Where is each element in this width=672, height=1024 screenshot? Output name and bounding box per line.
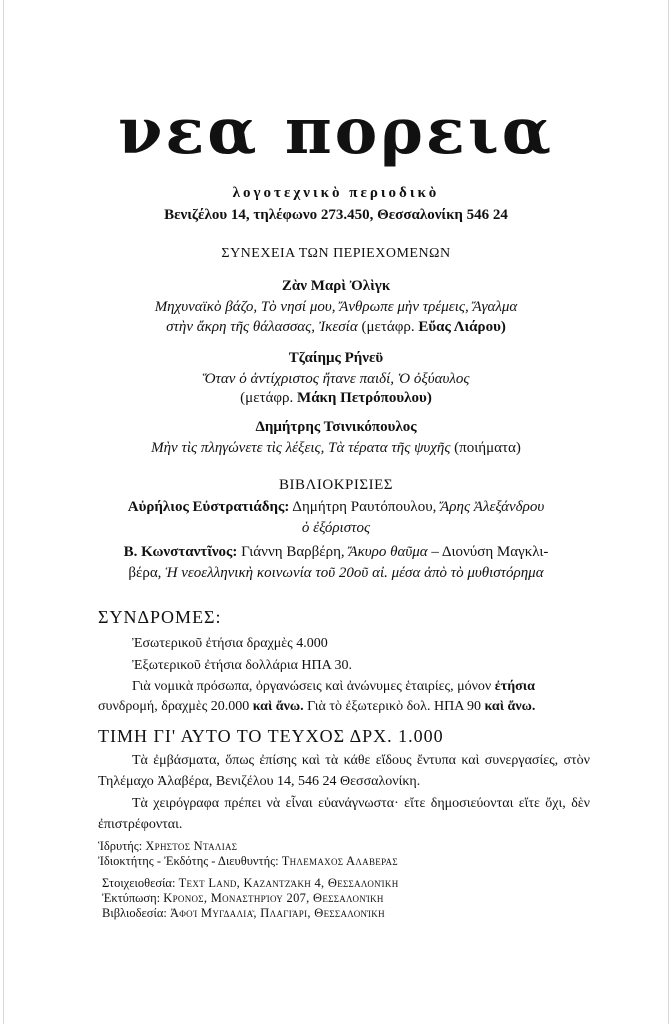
masthead-address: Βενιζέλου 14, τηλέφωνο 273.450, Θεσσαλονίκη 546 24 [164,207,508,223]
credit-printing [102,890,384,906]
translator-label: (μετάφρ. [361,319,415,335]
price-heading: ΤΙΜΗ ΓΙ' ΑΥΤΟ ΤΟ ΤΕΥΧΟΣ ΔΡΧ. 1.000 [98,726,444,746]
subscription-legal-emphasis: καὶ ἄνω. [484,699,536,714]
subscription-legal-emphasis: καὶ ἄνω. [252,699,304,714]
price-paragraph: Τὰ ἐμβάσματα, ὅπως ἐπίσης καὶ τὰ κάθε εἴδους ἔντυπα καὶ συνεργασίες, στὸν Τηλέμαχο Ἀλαβέρα, Βενιζέλου 14, 546 24 Θεσσαλονίκη. [98,753,590,789]
masthead-subtitle: λογοτεχνικὸ περιοδικὸ [232,185,440,201]
subscription-legal-emphasis: ἐτήσια [494,679,535,694]
works-line: Ὅταν ὁ ἀντίχριστος ἤτανε παιδί, Ὁ ὀξύαυλος [202,371,470,387]
credit-value: Κρονος, Μοναστηρίου 207, Θεσσαλονίκη [163,891,384,905]
credit-label: Ἰδιοκτήτης - Ἐκδότης - Διευθυντής: [98,854,279,868]
credit-label: Στοιχειοθεσία: [102,876,176,890]
credit-typesetting [102,875,399,891]
review-line [80,563,592,584]
reviewed-title: Ἄκυρο θαῦμα [348,544,428,560]
author-name: Τζαίημς Ρήνεϋ [288,350,384,366]
reviewed-author: Δημήτρη Ραυτόπουλου, [292,499,437,515]
reviewed-author: βέρα, [128,565,162,581]
subscription-legal-line [98,697,598,717]
reviewed-author: – Διονύση Μαγκλι- [431,544,549,560]
subscriptions-heading: ΣΥΝΔΡΟΜΕΣ: [98,607,222,627]
review-line [80,542,592,563]
contents-heading: ΣΥΝΕΧΕΙΑ ΤΩΝ ΠΕΡΙΕΧΟΜΕΝΩΝ [221,246,451,261]
manuscripts-paragraph: Τὰ χειρόγραφα πρέπει νὰ εἶναι εὐανάγνωστα· εἴτε δημοσιεύονται εἴτε ὄχι, δὲν ἐπιστρέφονται. [98,796,590,832]
works-line [90,388,582,409]
reviews-heading: ΒΙΒΛΙΟΚΡΙΣΙΕΣ [279,477,393,493]
works-line [90,317,582,338]
subscription-foreign: Ἐξωτερικοῦ ἐτήσια δολλάρια ΗΠΑ 30. [132,658,352,673]
credit-value: Ἀφοὶ Μυγδαλιᾶ, Πλαγιάρι, Θεσσαλονίκη [169,906,385,920]
credit-label: Ἱδρυτής: [98,839,143,853]
works-note: (ποιήματα) [454,440,521,456]
subscription-domestic: Ἐσωτερικοῦ ἐτήσια δραχμὲς 4.000 [132,636,328,651]
reviewed-title: Ἄρης Ἀλεξάνδρου [440,499,545,515]
translator-name: Εὔας Λιάρου) [418,319,506,335]
credit-owner [98,853,398,869]
subscription-legal-text: Γιὰ νομικὰ πρόσωπα, ὀργανώσεις καὶ ἀνώνυμες ἑταιρίες, μόνον [132,679,492,694]
credit-binding [102,905,385,921]
works-title: Μὴν τὶς πληγώνετε τὶς λέξεις, Τὰ τέρατα τῆς ψυχῆς [151,440,451,456]
translator-label: (μετάφρ. [240,390,294,406]
credit-value: Text Land, Καζαντζάκη 4, Θεσσαλονίκη [178,876,399,890]
works-title: στὴν ἄκρη τῆς θάλασσας, Ἰκεσία [166,319,358,335]
subscription-legal-text: Γιὰ τὸ ἐξωτερικὸ δολ. ΗΠΑ 90 [307,699,482,714]
credit-label: Ἐκτύπωση: [102,891,161,905]
reviewed-title: Ἡ νεοελληνικὴ κοινωνία τοῦ 20οῦ αἰ. μέσα ἀπὸ τὸ μυθιστόρημα [165,565,544,581]
translator-name: Μάκη Πετρόπουλου) [297,390,432,406]
credit-value: Χρηστος Νταλιας [145,839,238,853]
reviewed-author: Γιάννη Βαρβέρη, [241,544,345,560]
credit-label: Βιβλιοδεσία: [102,906,167,920]
author-name: Ζὰν Μαρὶ Ὀλὶγκ [281,278,391,294]
reviewer-name: Β. Κωνσταντῖνος: [123,544,238,560]
subscription-legal-line [132,677,592,697]
works-line [90,438,582,459]
reviewer-name: Αὐρήλιος Εὐστρατιάδης: [127,499,290,515]
author-name: Δημήτρης Τσινικόπουλος [255,419,417,435]
subscription-legal-text: συνδρομή, δραχμὲς 20.000 [98,699,250,714]
review-line [80,497,592,518]
reviewed-title: ὁ ἐξόριστος [301,520,371,536]
credit-value: Τηλεμαχος Αλαβερας [281,854,398,868]
masthead-title: νεα πορεια [117,94,555,169]
credit-founder [98,838,237,854]
works-line: Μηχυναϊκὸ βάζο, Τὸ νησί μου, Ἄνθρωπε μὴν τρέμεις, Ἄγαλμα [154,299,518,315]
